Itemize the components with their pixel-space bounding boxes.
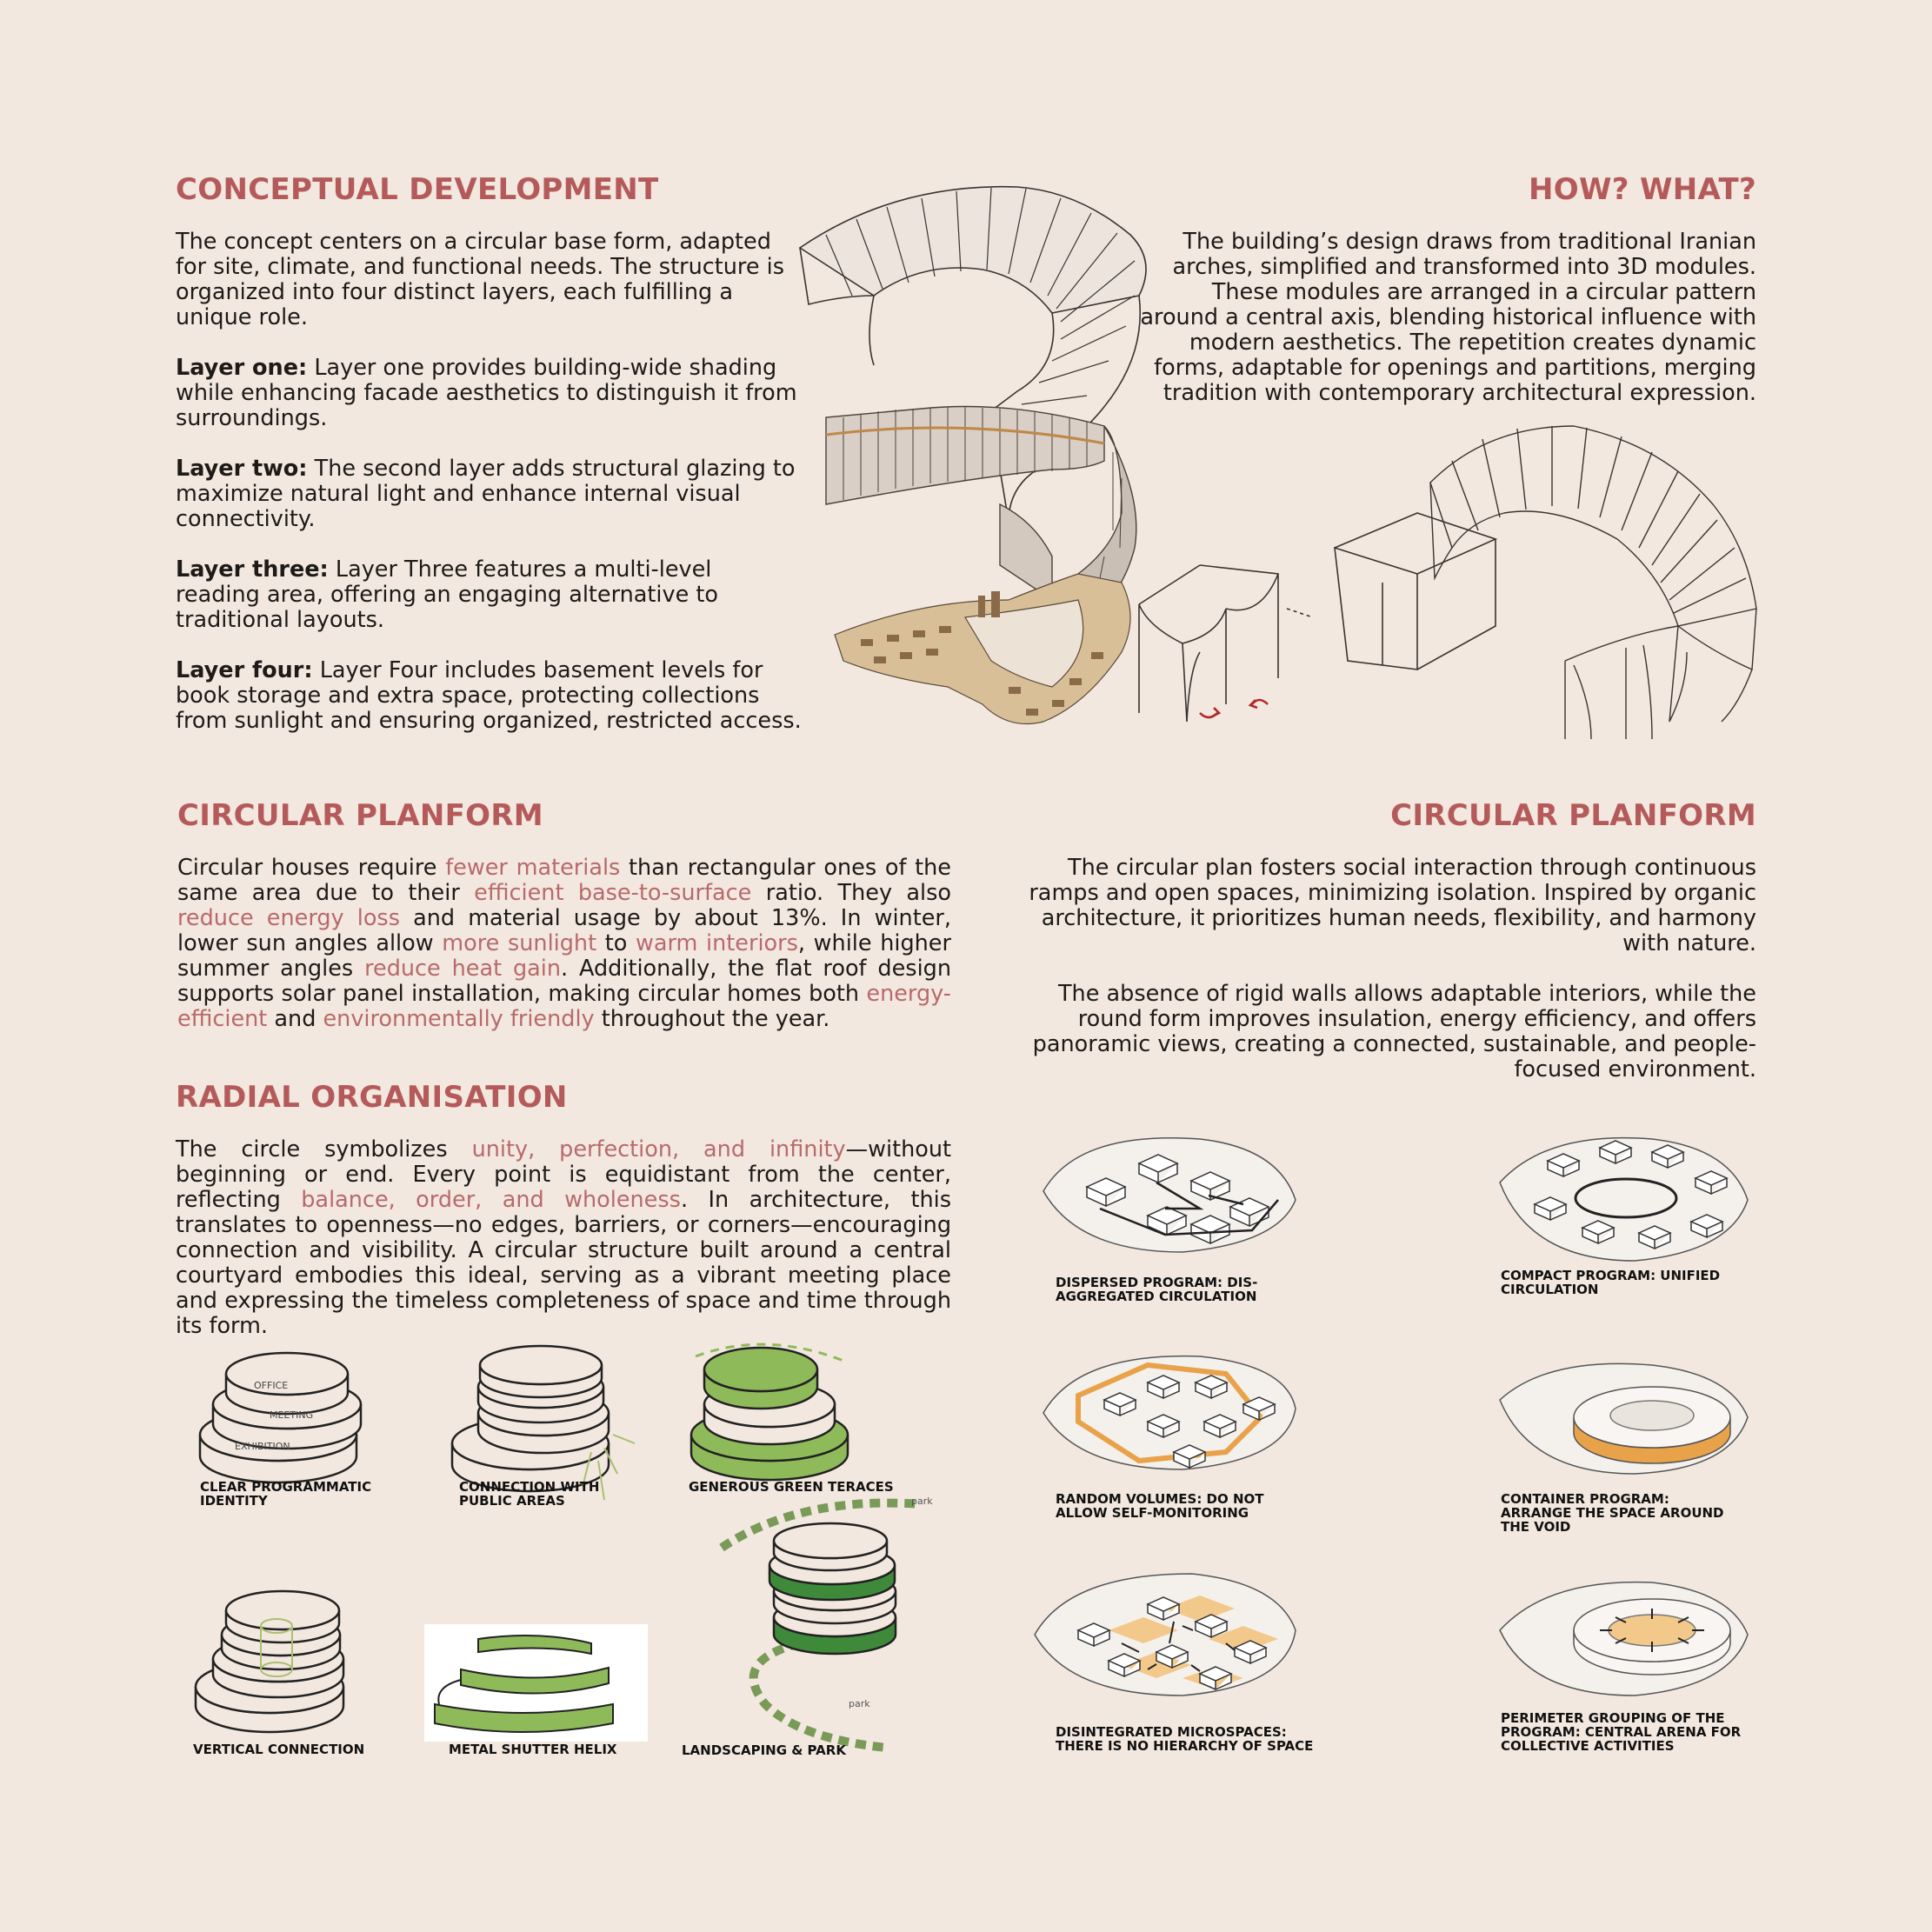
text-run: throughout the year. [594,1006,830,1032]
perimeter-arena-diagram [1500,1582,1748,1695]
text-run: —without beginning or end. Every point is equidistant from the center, reflecting [176,1136,951,1213]
wire-arch-ring-diagram [1430,426,1756,739]
connection-disks-diagram [452,1346,609,1491]
conceptual-intro: The concept centers on a circular base form, adapted for site, climate, and functional needs. The structure is organized into four distinct layers, each fulfilling a unique role. [176,229,785,330]
layer-text: The second layer adds structural glazing to maximize natural light and enhance internal visual connectivity. [176,456,796,532]
layer-text: Layer Three features a multi-level reading area, offering an engaging alternative to traditional layouts. [176,556,718,633]
highlight-text: environmentally friendly [323,1006,595,1032]
layer-diagrams [791,165,1765,756]
conceptual-heading: CONCEPTUAL DEVELOPMENT [176,172,659,207]
disk-label-meeting: MEETING [270,1409,314,1421]
text-run: ratio. They also [751,880,951,906]
layer-text: Layer one provides building-wide shading while enhancing facade aesthetics to distinguish it from surroundings. [176,355,797,431]
how-heading: HOW? WHAT? [1529,172,1756,207]
caption-container: CONTAINER PROGRAM: ARRANGE THE SPACE AROUND THE VOID [1501,1491,1724,1535]
landscaping-park-diagram [722,1496,933,1748]
layer-four [176,658,802,734]
highlight-text: balance, order, and wholeness [301,1187,681,1213]
text-run: to [596,930,636,956]
rotation-arrow-icon [1200,700,1268,717]
green-terraces-diagram [691,1348,848,1480]
caption-clear-programmatic: CLEAR PROGRAMMATIC IDENTITY [200,1479,372,1509]
layer-three [176,557,802,633]
reading-floor-diagram [835,574,1130,724]
highlight-text: efficient base-to-surface [474,880,752,906]
layer-label: Layer four: [176,657,313,683]
caption-compact: COMPACT PROGRAM: UNIFIED CIRCULATION [1501,1268,1721,1297]
text-run: Circular houses require [177,855,446,881]
caption-microspaces: DISINTEGRATED MICROSPACES: THERE IS NO HIERARCHY OF SPACE [1056,1724,1314,1754]
caption-perimeter: PERIMETER GROUPING OF THE PROGRAM: CENTRAL ARENA FOR COLLECTIVE ACTIVITIES [1501,1710,1742,1754]
highlight-text: warm interiors [636,930,798,956]
layer-label: Layer three: [176,556,329,583]
layer-two [176,456,802,532]
text-run: and material usage by about 13%. In winter, lower sun angles allow [177,905,951,956]
caption-connection-public: CONNECTION WITH PUBLIC AREAS [459,1479,600,1509]
compact-program-diagram [1500,1138,1748,1261]
caption-metal-shutter: METAL SHUTTER HELIX [449,1742,617,1757]
microspaces-diagram [1035,1574,1296,1695]
radial-section [176,1080,951,1339]
text-run: . In architecture, this translates to openness—no edges, barriers, or corners—encouraging connection and visibility. A circular structure built around a central courtyard embodies this ideal, serving as a vibrant meeting place and expressing the timeless completeness of space and time through its form. [176,1187,951,1339]
planform-left-text [177,856,951,1032]
highlight-text: reduce heat gain [364,956,562,982]
caption-green-terraces: GENEROUS GREEN TERACES [689,1479,894,1495]
arch-module-diagram [1139,513,1496,722]
disk-diagrams [174,1339,956,1774]
text-run: , while higher summer angles [177,930,951,982]
caption-dispersed: DISPERSED PROGRAM: DIS-AGGREGATED CIRCULATION [1056,1275,1258,1304]
caption-vertical-connection: VERTICAL CONNECTION [193,1742,365,1757]
planform-right-heading: CIRCULAR PLANFORM [1390,798,1756,833]
layer-label: Layer two: [176,456,308,482]
dispersed-program-diagram [1043,1138,1296,1252]
planform-left-section [177,798,951,1032]
layer-one [176,356,802,431]
highlight-text: energy-efficient [177,981,951,1032]
layer-text: Layer Four includes basement levels for book storage and extra space, protecting collections from sunlight and ensuring organized, restricted access. [176,657,802,734]
park-label: park [849,1698,870,1709]
planform-right-section [991,798,1756,1083]
planform-right-p1: The circular plan fosters social interaction through continuous ramps and open spaces, minimizing isolation. Inspired by organic architecture, it prioritizes human needs, flexibility, and harmony with nature. [1029,855,1756,956]
highlight-text: reduce energy loss [177,905,401,931]
disk-label-exhibition: EXHIBITION [235,1441,290,1452]
text-run: and [267,1006,323,1032]
planform-right-p2: The absence of rigid walls allows adaptable interiors, while the round form improves insulation, energy efficiency, and offers panoramic views, creating a connected, sustainable, and people-focused environment. [1032,981,1756,1083]
caption-random-volumes: RANDOM VOLUMES: DO NOT ALLOW SELF-MONITORING [1056,1491,1264,1521]
container-program-diagram [1500,1363,1748,1474]
highlight-text: unity, perfection, and infinity [471,1136,846,1163]
highlight-text: more sunlight [442,930,597,956]
how-text: The building’s design draws from traditional Iranian arches, simplified and transformed into 3D modules. These modules are arranged in a circular pattern around a central axis, blending historical influence with modern aesthetics. The repetition creates dynamic forms, adaptable for openings and partitions, merging tradition with contemporary architectural expression. [1140,229,1756,406]
program-diagrams [1026,1122,1774,1765]
random-volumes-diagram [1043,1356,1296,1469]
conceptual-section [176,172,802,759]
text-run: than rectangular ones of the same area due to their [177,855,951,906]
park-label: park [911,1496,933,1507]
text-run: The circle symbolizes [176,1136,472,1163]
radial-heading: RADIAL ORGANISATION [176,1080,568,1115]
vertical-connection-diagram [196,1591,343,1732]
radial-text [176,1137,951,1339]
planform-left-heading: CIRCULAR PLANFORM [177,798,543,833]
highlight-text: fewer materials [445,855,621,881]
text-run: . Additionally, the flat roof design supports solar panel installation, making circular homes both [177,956,951,1007]
layer-label: Layer one: [176,355,308,381]
caption-landscaping: LANDSCAPING & PARK [682,1742,846,1758]
disk-label-office: OFFICE [254,1380,289,1391]
